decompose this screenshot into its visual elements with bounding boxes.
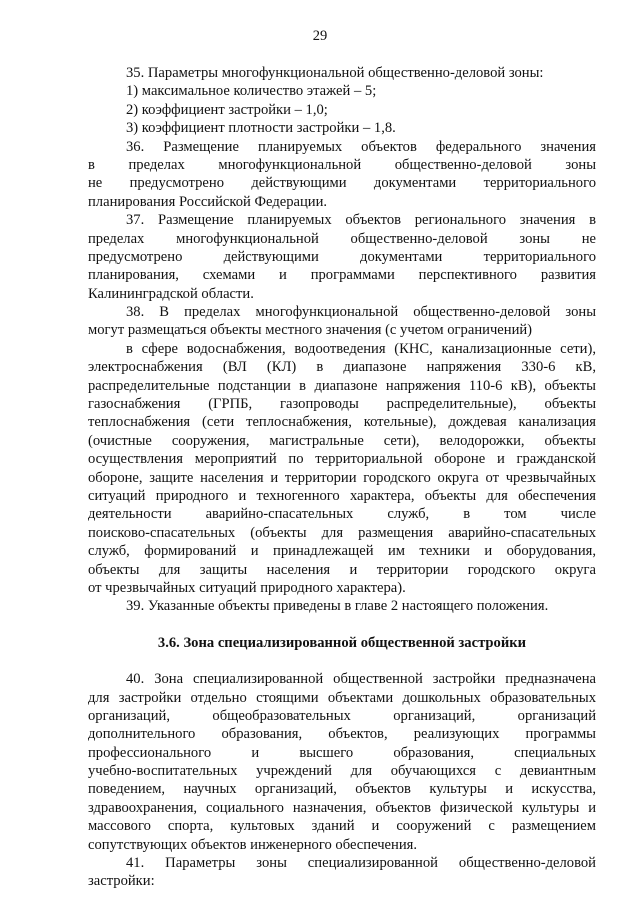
text-line: предусмотрено действующими документами территориального bbox=[88, 248, 596, 265]
text-line: 39. Указанные объекты приведены в главе 2 настоящего положения. bbox=[126, 598, 549, 615]
text-line: для застройки отдельно стоящими объектами дошкольных образовательных bbox=[88, 689, 596, 706]
text-line: 2) коэффициент застройки – 1,0; bbox=[126, 101, 328, 118]
text-line: деятельности аварийно-спасательных служб, в том числе bbox=[88, 506, 596, 523]
text-line: электроснабжения (ВЛ (КЛ) в диапазоне напряжения 330-6 кВ, bbox=[88, 359, 596, 376]
text-line: осуществления мероприятий по территориальной обороне и гражданской bbox=[88, 451, 596, 468]
text-line: 3) коэффициент плотности застройки – 1,8. bbox=[126, 120, 396, 137]
text-line: 1) максимальное количество этажей – 5; bbox=[126, 83, 377, 100]
text-line: (очистные сооружения, магистральные сети), велодорожки, объекты bbox=[88, 432, 596, 449]
text-line: поведением, научных организаций, объектов культуры и искусства, bbox=[88, 781, 596, 798]
text-line: 37. Размещение планируемых объектов регионального значения в bbox=[126, 212, 596, 229]
text-line: теплоснабжения (сети теплоснабжения, котельные), дождевая канализация bbox=[88, 414, 596, 431]
text-line: поисково-спасательных (объекты для размещения аварийно-спасательных bbox=[88, 524, 596, 541]
text-line: объекты для защиты населения и территории городского округа bbox=[88, 561, 596, 578]
text-line: сопутствующих объектов инженерного обеспечения. bbox=[88, 836, 417, 853]
text-line: здравоохранения, социального назначения, объектов физической культуры и bbox=[88, 799, 596, 816]
text-line: не предусмотрено действующими документами территориального bbox=[88, 175, 596, 192]
text-line: застройки: bbox=[88, 873, 155, 890]
text-line: дополнительного образования, объектов, реализующих программы bbox=[88, 726, 596, 743]
text-line: служб, формирований и принадлежащей им техники и оборудования, bbox=[88, 543, 596, 560]
text-line: в сфере водоснабжения, водоотведения (КНС, канализационные сети), bbox=[126, 340, 596, 357]
text-line: учебно-воспитательных учреждений для обучающихся с девиантным bbox=[88, 763, 596, 780]
section-heading: 3.6. Зона специализированной общественной застройки bbox=[157, 634, 527, 651]
text-line: в пределах многофункциональной общественно-деловой зоны bbox=[88, 156, 596, 173]
text-line: 40. Зона специализированной общественной застройки предназначена bbox=[126, 671, 596, 688]
text-line: Калининградской области. bbox=[88, 285, 254, 302]
page-number: 29 bbox=[312, 28, 328, 44]
text-line: обороне, защите населения и территории городского округа от чрезвычайных bbox=[88, 469, 596, 486]
text-line: газоснабжения (ГРПБ, газопроводы распределительные), объекты bbox=[88, 396, 596, 413]
text-line: распределительные подстанции в диапазоне напряжения 110-6 кВ), объекты bbox=[88, 377, 596, 394]
text-line: 35. Параметры многофункциональной общественно-деловой зоны: bbox=[126, 65, 544, 81]
text-line: 41. Параметры зоны специализированной общественно-деловой bbox=[126, 855, 596, 872]
text-line: от чрезвычайных ситуаций природного характера). bbox=[88, 579, 406, 596]
text-line: ситуаций природного и техногенного характера, объекты для обеспечения bbox=[88, 487, 596, 504]
text-line: 36. Размещение планируемых объектов федерального значения bbox=[126, 138, 596, 155]
document-body bbox=[88, 64, 596, 891]
text-line: планирования Российской Федерации. bbox=[88, 193, 328, 210]
text-line: планирования, схемами и программами перспективного развития bbox=[88, 267, 596, 284]
section-zone-params bbox=[88, 64, 596, 616]
text-line: пределах многофункциональной общественно-деловой зоны не bbox=[88, 230, 596, 247]
section-specialized-zone bbox=[88, 670, 596, 891]
text-line: массового спорта, культовых зданий и сооружений с размещением bbox=[88, 818, 596, 835]
text-line: 38. В пределах многофункциональной общественно-деловой зоны bbox=[126, 304, 596, 321]
text-line: профессионального и высшего образования, специальных bbox=[88, 744, 596, 761]
text-line: могут размещаться объекты местного значения (с учетом ограничений) bbox=[88, 322, 533, 339]
text-line: организаций, общеобразовательных организаций, организаций bbox=[88, 707, 596, 724]
